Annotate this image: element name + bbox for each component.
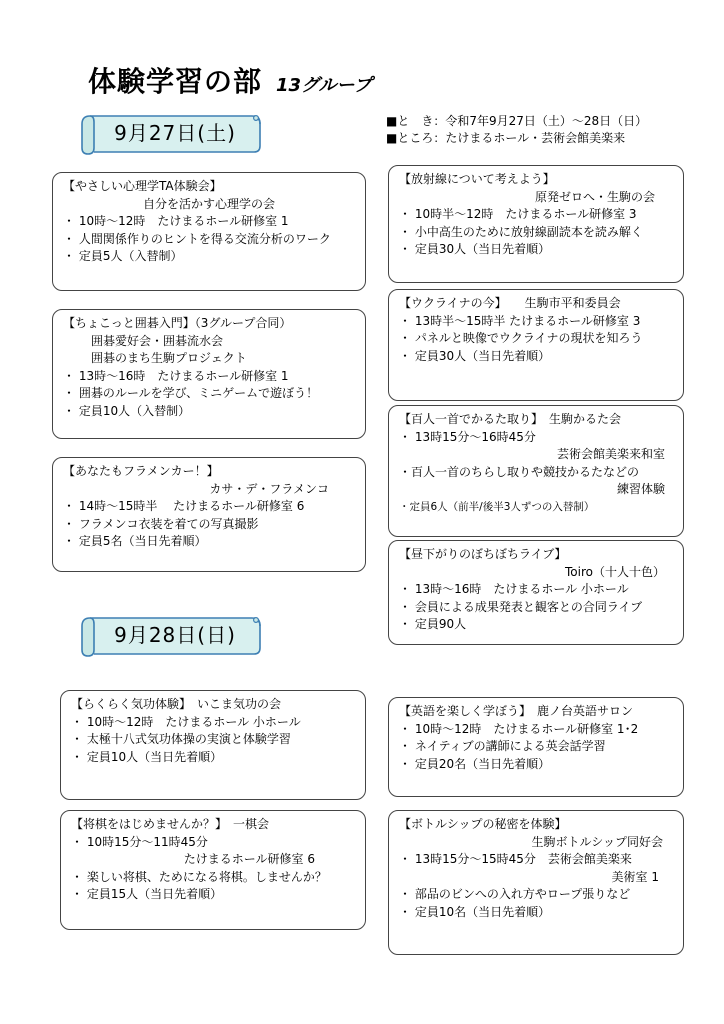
day-banner-sun xyxy=(76,614,264,658)
event-card-radiation xyxy=(388,165,684,283)
event-description: ・ 小中高生のために放射線副読本を読み解く xyxy=(399,224,643,239)
event-time: ・ 13時15分～16時45分 xyxy=(399,429,536,444)
event-description: ・ 楽しい将棋、ためになる将棋。しませんか？ xyxy=(71,869,327,884)
event-card-karuta xyxy=(388,405,684,537)
event-organizer: 生駒ボトルシップ同好会 xyxy=(531,834,663,849)
event-capacity: ・ 定員90人 xyxy=(399,617,467,631)
event-description: ・ ネイティブの講師による英会話学習 xyxy=(399,739,606,753)
event-capacity: ・ 定員5人（入替制） xyxy=(63,249,183,263)
event-time: ・ 10時15分～11時45分 xyxy=(71,834,208,849)
event-card-english xyxy=(388,697,684,797)
event-title: 【ちょこっと囲碁入門】（3グループ合同） xyxy=(63,316,292,330)
event-place: 芸術会館美楽来和室 xyxy=(556,447,665,461)
event-description-cont: 練習体験 xyxy=(616,482,665,496)
event-time-place: ・ 13時半～15時半 たけまるホール研修室 3 xyxy=(399,313,641,328)
event-capacity: ・ 定員30人（当日先着順） xyxy=(399,242,551,256)
event-description: ・ 部品のビンへの入れ方やロープ張りなど xyxy=(399,887,631,901)
day-label: 9月28日(日) xyxy=(114,623,236,647)
event-description: ・百人一首のちらし取りや競技かるたなどの xyxy=(399,464,640,479)
event-description: ・ 囲碁のルールを学び、ミニゲームで遊ぼう！ xyxy=(63,386,319,400)
event-title: 【放射線について考えよう】 xyxy=(399,172,555,186)
event-date: ■と き：令和7年9月27日（土）～28日（日） xyxy=(386,114,648,128)
event-organizer: 囲碁愛好会・囲碁流水会 xyxy=(91,333,224,348)
event-capacity: ・定員6人（前半/後半3人ずつの入替制） xyxy=(399,500,595,513)
event-card-qigong xyxy=(60,690,366,800)
event-time-place: ・ 14時～15時半 たけまるホール研修室 6 xyxy=(63,499,305,513)
event-description: ・ 太極十八式気功体操の実演と体験学習 xyxy=(71,732,291,746)
event-place: たけまるホール研修室 6 xyxy=(183,852,315,866)
event-title: 【将棋をはじめませんか？】 一棋会 xyxy=(71,817,270,831)
event-capacity: ・ 定員15人（当日先着順） xyxy=(71,887,223,901)
event-organizer: 自分を活かす心理学の会 xyxy=(142,196,275,211)
event-organizer: Toiro（十人十色） xyxy=(565,564,665,579)
event-time-place: ・ 13時～16時 たけまるホール研修室 1 xyxy=(63,368,289,383)
event-place-cont: 美術室 1 xyxy=(611,869,659,884)
event-organizer: 囲碁のまち生駒プロジェクト xyxy=(91,351,247,365)
event-time-place: ・ 10時～12時 たけまるホール 小ホール xyxy=(71,714,301,729)
event-card-psychology xyxy=(52,172,366,291)
event-title: 【あなたもフラメンカー！】 xyxy=(63,464,219,478)
event-organizer: カサ・デ・フラメンコ xyxy=(209,481,329,496)
event-time-place: ・ 13時15分～15時45分 芸術会館美楽来 xyxy=(399,852,632,866)
event-card-go xyxy=(52,309,366,439)
event-card-flamenco xyxy=(52,457,366,572)
event-capacity: ・ 定員10人（入替制） xyxy=(63,403,191,418)
page-title xyxy=(88,60,372,100)
event-description: ・ 会員による成果発表と観客との合同ライブ xyxy=(399,599,643,614)
event-title: 【百人一首でかるた取り】 生駒かるた会 xyxy=(399,412,622,426)
event-time-place: ・ 10時～12時 たけまるホール研修室 1 xyxy=(63,214,289,228)
event-card-shogi xyxy=(60,810,366,930)
event-description: ・ フラメンコ衣装を着ての写真撮影 xyxy=(63,516,259,531)
event-capacity: ・ 定員5名（当日先着順） xyxy=(63,534,207,548)
event-time-place: ・ 10時～12時 たけまるホール研修室 1･2 xyxy=(399,721,639,736)
event-title: 【英語を楽しく学ぼう】 鹿ノ台英語サロン xyxy=(399,704,634,718)
event-description: ・ パネルと映像でウクライナの現状を知ろう xyxy=(399,331,643,345)
event-capacity: ・ 定員20名（当日先着順） xyxy=(399,756,551,771)
event-capacity: ・ 定員10人（当日先着順） xyxy=(71,749,223,764)
event-title: 【昼下がりのぼちぼちライブ】 xyxy=(399,547,567,561)
event-description: ・ 人間関係作りのヒントを得る交流分析のワーク xyxy=(63,231,331,246)
page-title-text: 体験学習の部 xyxy=(88,65,263,98)
page-subtitle: 13グループ xyxy=(276,75,372,96)
event-capacity: ・ 定員30人（当日先着順） xyxy=(399,348,551,363)
event-time-place: ・ 13時～16時 たけまるホール 小ホール xyxy=(399,582,629,596)
event-capacity: ・ 定員10名（当日先着順） xyxy=(399,904,551,919)
event-card-bottleship xyxy=(388,810,684,955)
event-location: ■ところ：たけまるホール・芸術会館美楽来 xyxy=(386,131,626,145)
event-card-live xyxy=(388,540,684,645)
day-banner-sat xyxy=(76,112,264,156)
event-title: 【ボトルシップの秘密を体験】 xyxy=(399,817,567,831)
event-title: 【らくらく気功体験】 いこま気功の会 xyxy=(71,697,282,711)
event-title: 【やさしい心理学TA体験会】 xyxy=(63,179,222,193)
event-card-ukraine xyxy=(388,289,684,401)
day-label: 9月27日(土) xyxy=(114,121,236,145)
event-info xyxy=(386,113,647,147)
event-time-place: ・ 10時半～12時 たけまるホール研修室 3 xyxy=(399,207,637,221)
event-title: 【ウクライナの今】 生駒市平和委員会 xyxy=(399,296,621,310)
event-organizer: 原発ゼロへ・生駒の会 xyxy=(534,189,655,204)
